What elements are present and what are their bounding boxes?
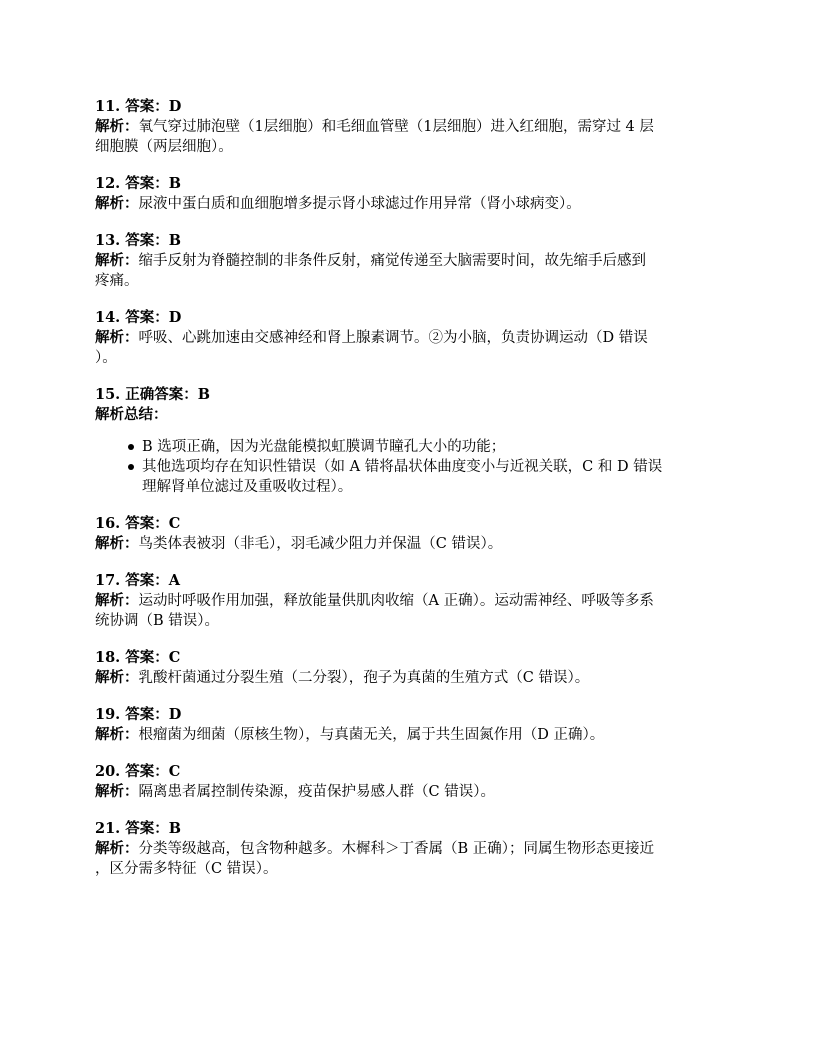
explanation-line: [95, 534, 725, 554]
answer-heading: 14. 答案：D: [95, 309, 182, 326]
answer-item: [95, 308, 725, 368]
explanation-text: 隔离患者属控制传染源，疫苗保护易感人群（C 错误）。: [138, 784, 495, 800]
list-item-text: 理解肾单位滤过及重吸收过程）。: [142, 479, 353, 495]
explanation-text: 缩手反射为脊髓控制的非条件反射，痛觉传递至大脑需要时间，故先缩手后感到: [138, 253, 646, 269]
list-item-text: B 选项正确，因为光盘能模拟虹膜调节瞳孔大小的功能；: [142, 439, 506, 455]
answer-heading: 17. 答案：A: [95, 572, 181, 589]
answer-heading: 12. 答案：B: [95, 175, 182, 192]
answer-heading: 11. 答案：D: [95, 98, 182, 115]
explanation-label: 解析总结：: [95, 406, 168, 423]
list-item: [142, 457, 725, 497]
answer-item: [95, 648, 725, 688]
answer-heading: 21. 答案：B: [95, 820, 182, 837]
explanation-line: 细胞膜（两层细胞）。: [95, 139, 233, 155]
explanation-label: 解析：: [95, 252, 139, 269]
explanation-line: 统协调（B 错误）。: [95, 613, 220, 629]
explanation-line: [95, 194, 725, 214]
explanation-text: 氧气穿过肺泡壁（1层细胞）和毛细血管壁（1层细胞）进入红细胞，需穿过 4 层: [138, 119, 654, 135]
answer-heading: 18. 答案：C: [95, 649, 181, 666]
answer-item: [95, 231, 725, 291]
answer-item: [95, 762, 725, 802]
explanation-line: [95, 117, 725, 137]
answer-item: [95, 97, 725, 157]
explanation-label: 解析：: [95, 592, 139, 609]
bullet-icon: [128, 464, 134, 470]
explanation-label: 解析：: [95, 726, 139, 743]
explanation-label: 解析：: [95, 118, 139, 135]
list-item: [142, 437, 725, 457]
explanation-text: 尿液中蛋白质和血细胞增多提示肾小球滤过作用异常（肾小球病变）。: [138, 196, 581, 212]
summary-list: [95, 437, 725, 497]
answer-item: [95, 514, 725, 554]
explanation-text: 呼吸、心跳加速由交感神经和肾上腺素调节。②为小脑，负责协调运动（D 错误: [138, 330, 648, 346]
explanation-line: ，区分需多特征（C 错误）。: [95, 861, 278, 877]
answer-heading: 20. 答案：C: [95, 763, 181, 780]
explanation-label: 解析：: [95, 329, 139, 346]
bullet-icon: [128, 444, 134, 450]
explanation-label: 解析：: [95, 669, 139, 686]
explanation-line: [95, 725, 725, 745]
explanation-line: [95, 839, 725, 859]
explanation-line: 疼痛。: [95, 273, 139, 289]
answer-heading: 15. 正确答案：B: [95, 386, 211, 403]
explanation-line: [95, 328, 725, 348]
explanation-line: [95, 591, 725, 611]
answer-item: [95, 819, 725, 879]
answer-item: [95, 571, 725, 631]
explanation-text: 乳酸杆菌通过分裂生殖（二分裂），孢子为真菌的生殖方式（C 错误）。: [138, 670, 590, 686]
answer-item: [95, 385, 725, 497]
explanation-line: [95, 251, 725, 271]
explanation-label: 解析：: [95, 195, 139, 212]
explanation-text: 鸟类体表被羽（非毛），羽毛减少阻力并保温（C 错误）。: [138, 536, 503, 552]
answer-item: [95, 705, 725, 745]
explanation-line: [95, 782, 725, 802]
list-item-text: 其他选项均存在知识性错误（如 A 错将晶状体曲度变小与近视关联，C 和 D 错误: [142, 459, 663, 475]
explanation-label: 解析：: [95, 840, 139, 857]
explanation-label: 解析：: [95, 535, 139, 552]
explanation-text: 根瘤菌为细菌（原核生物），与真菌无关，属于共生固氮作用（D 正确）。: [138, 727, 605, 743]
answer-heading: 13. 答案：B: [95, 232, 182, 249]
answer-item: [95, 174, 725, 214]
answer-heading: 16. 答案：C: [95, 515, 181, 532]
explanation-line: ）。: [95, 350, 117, 366]
answer-heading: 19. 答案：D: [95, 706, 182, 723]
explanation-line: [95, 668, 725, 688]
explanation-label: 解析：: [95, 783, 139, 800]
explanation-text: 运动时呼吸作用加强，释放能量供肌肉收缩（A 正确）。运动需神经、呼吸等多系: [138, 593, 654, 609]
explanation-text: 分类等级越高，包含物种越多。木樨科＞丁香属（B 正确）；同属生物形态更接近: [138, 841, 655, 857]
answer-explanations: [95, 97, 725, 896]
